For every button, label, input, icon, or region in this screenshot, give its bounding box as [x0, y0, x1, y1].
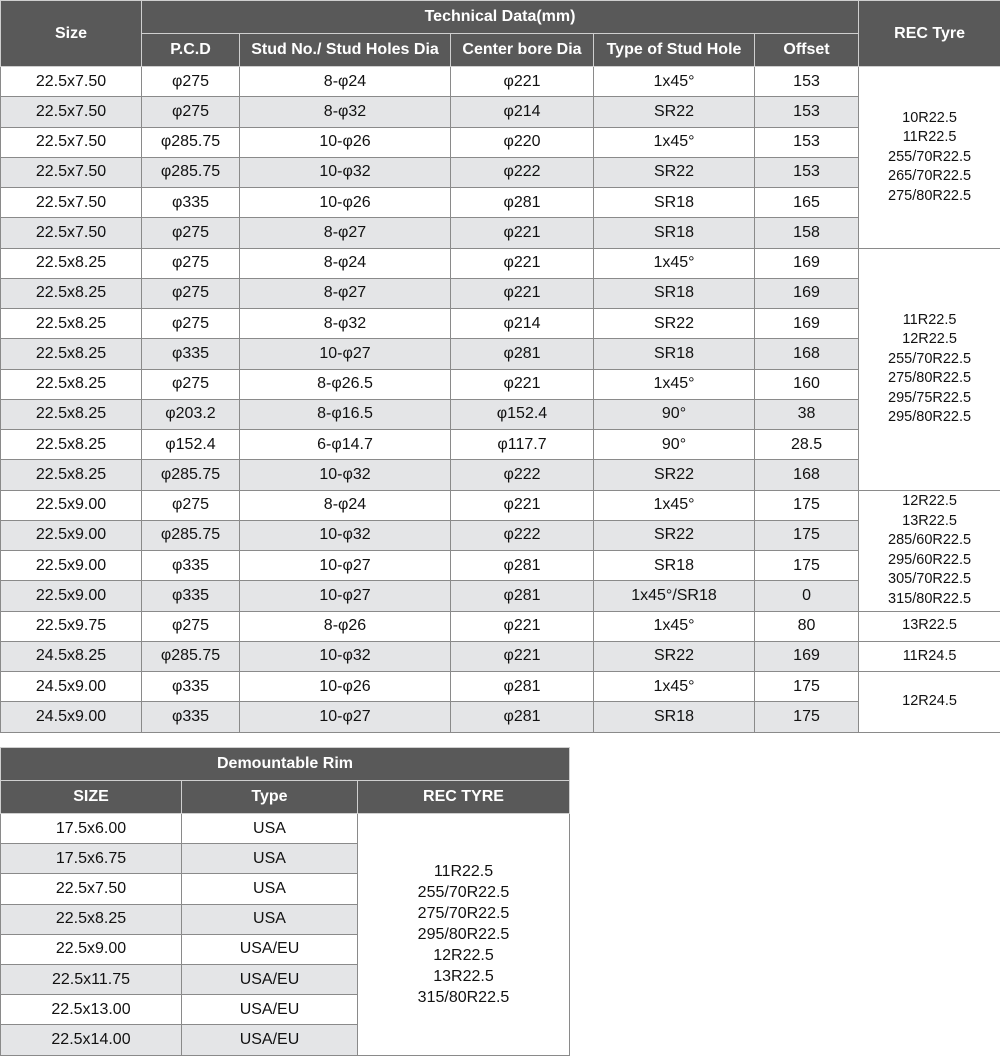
cell-offset: 168 [755, 339, 859, 369]
cell-stud: 8-φ32 [240, 97, 451, 127]
cell-size: 24.5x8.25 [1, 641, 142, 671]
cell-pcd: φ335 [142, 339, 240, 369]
offset-header: Offset [755, 34, 859, 67]
cell-offset: 153 [755, 97, 859, 127]
cell-stud: 8-φ24 [240, 67, 451, 97]
stud-type-header: Type of Stud Hole [594, 34, 755, 67]
cell-stud: 10-φ27 [240, 702, 451, 732]
cell-bore: φ281 [451, 672, 594, 702]
rim-cell-type: USA/EU [182, 964, 358, 994]
rec-tyre-item: 255/70R22.5 [417, 883, 510, 901]
cell-size: 22.5x9.75 [1, 611, 142, 641]
rec-tyre-cell [859, 611, 1000, 641]
cell-offset: 153 [755, 157, 859, 187]
cell-type: SR22 [594, 97, 755, 127]
rec-tyre-item: 285/60R22.5 [888, 532, 972, 548]
rec-tyre-cell [859, 641, 1000, 671]
rim-cell-size: 22.5x8.25 [1, 904, 182, 934]
cell-type: 1x45° [594, 248, 755, 278]
cell-size: 22.5x8.25 [1, 369, 142, 399]
cell-type: 1x45° [594, 369, 755, 399]
cell-pcd: φ275 [142, 218, 240, 248]
cell-type: SR18 [594, 188, 755, 218]
cell-pcd: φ275 [142, 248, 240, 278]
cell-size: 22.5x8.25 [1, 430, 142, 460]
rec-tyre-item: 275/80R22.5 [888, 370, 972, 386]
cell-bore: φ221 [451, 218, 594, 248]
rec-tyre-item: 11R22.5 [902, 129, 957, 145]
cell-stud: 8-φ24 [240, 490, 451, 520]
cell-type: SR18 [594, 339, 755, 369]
cell-size: 22.5x7.50 [1, 97, 142, 127]
table-row [1, 581, 1000, 611]
rim-cell-size: 22.5x11.75 [1, 964, 182, 994]
cell-pcd: φ285.75 [142, 127, 240, 157]
cell-pcd: φ335 [142, 188, 240, 218]
cell-pcd: φ335 [142, 581, 240, 611]
cell-type: 1x45° [594, 67, 755, 97]
cell-offset: 175 [755, 672, 859, 702]
cell-stud: 10-φ27 [240, 339, 451, 369]
cell-offset: 158 [755, 218, 859, 248]
cell-pcd: φ203.2 [142, 399, 240, 429]
cell-pcd: φ275 [142, 309, 240, 339]
stud-header: Stud No./ Stud Holes Dia [240, 34, 451, 67]
rim-cell-type: USA [182, 844, 358, 874]
rec-tyre-item: 12R22.5 [902, 331, 957, 347]
rec-tyre-item: 13R22.5 [902, 617, 957, 634]
cell-pcd: φ275 [142, 369, 240, 399]
cell-type: SR22 [594, 460, 755, 490]
table-row [1, 248, 1000, 278]
rim-cell-type: USA [182, 904, 358, 934]
cell-offset: 169 [755, 278, 859, 308]
table-row [1, 309, 1000, 339]
rec-tyre-item: 13R22.5 [902, 512, 957, 529]
cell-type: SR22 [594, 520, 755, 550]
size-header: Size [1, 1, 142, 67]
cell-size: 22.5x8.25 [1, 399, 142, 429]
table-row [1, 520, 1000, 550]
cell-stud: 10-φ27 [240, 551, 451, 581]
rim-cell-size: 22.5x7.50 [1, 874, 182, 904]
rec-tyre-item: 295/80R22.5 [417, 925, 510, 943]
table-row [1, 551, 1000, 581]
cell-type: 1x45°/SR18 [594, 581, 755, 611]
cell-type: 1x45° [594, 127, 755, 157]
cell-stud: 6-φ14.7 [240, 430, 451, 460]
cell-type: SR18 [594, 702, 755, 732]
table-row [1, 157, 1000, 187]
rec-tyre-item: 275/70R22.5 [417, 904, 510, 922]
rec-tyre-item: 315/80R22.5 [417, 988, 510, 1006]
cell-offset: 0 [755, 581, 859, 611]
cell-offset: 175 [755, 490, 859, 520]
rec-tyre-item: 11R24.5 [902, 647, 957, 664]
cell-pcd: φ285.75 [142, 520, 240, 550]
cell-type: 90° [594, 399, 755, 429]
cell-offset: 165 [755, 188, 859, 218]
rec-tyre-item: 295/75R22.5 [888, 389, 972, 406]
cell-offset: 175 [755, 702, 859, 732]
rec-tyre-cell [859, 672, 1000, 733]
table-row [1, 278, 1000, 308]
table-row [1, 672, 1000, 702]
cell-stud: 10-φ26 [240, 127, 451, 157]
cell-pcd: φ335 [142, 551, 240, 581]
cell-offset: 153 [755, 67, 859, 97]
cell-pcd: φ285.75 [142, 641, 240, 671]
cell-size: 22.5x9.00 [1, 581, 142, 611]
rec-tyre-item: 295/60R22.5 [888, 551, 972, 568]
cell-stud: 8-φ16.5 [240, 399, 451, 429]
cell-size: 22.5x8.25 [1, 309, 142, 339]
rec-tyre-item: 13R22.5 [433, 967, 494, 985]
cell-bore: φ152.4 [451, 399, 594, 429]
rec-tyre-item: 12R24.5 [902, 693, 957, 709]
cell-bore: φ281 [451, 581, 594, 611]
cell-size: 22.5x7.50 [1, 67, 142, 97]
cell-bore: φ117.7 [451, 430, 594, 460]
table-row [1, 127, 1000, 157]
cell-bore: φ221 [451, 278, 594, 308]
cell-size: 22.5x8.25 [1, 248, 142, 278]
rim-rec-tyre-header: REC TYRE [358, 781, 570, 814]
rec-tyre-item: 11R22.5 [902, 311, 957, 328]
cell-pcd: φ152.4 [142, 430, 240, 460]
table-row [1, 369, 1000, 399]
rim-cell-size: 17.5x6.75 [1, 844, 182, 874]
cell-type: SR22 [594, 309, 755, 339]
cell-stud: 10-φ32 [240, 520, 451, 550]
cell-offset: 169 [755, 309, 859, 339]
cell-stud: 10-φ32 [240, 641, 451, 671]
rim-cell-type: USA/EU [182, 934, 358, 964]
cell-pcd: φ275 [142, 278, 240, 308]
table-row [1, 218, 1000, 248]
cell-offset: 168 [755, 460, 859, 490]
cell-size: 22.5x9.00 [1, 551, 142, 581]
cell-type: 1x45° [594, 611, 755, 641]
cell-stud: 10-φ32 [240, 157, 451, 187]
rim-cell-type: USA [182, 874, 358, 904]
rec-tyre-item: 265/70R22.5 [888, 168, 972, 184]
rim-cell-type: USA/EU [182, 995, 358, 1025]
cell-size: 22.5x8.25 [1, 339, 142, 369]
cell-offset: 175 [755, 520, 859, 550]
cell-stud: 8-φ24 [240, 248, 451, 278]
rim-cell-size: 17.5x6.00 [1, 814, 182, 844]
cell-bore: φ221 [451, 248, 594, 278]
cell-type: 90° [594, 430, 755, 460]
cell-bore: φ214 [451, 97, 594, 127]
cell-size: 22.5x9.00 [1, 520, 142, 550]
rec-tyre-cell [859, 490, 1000, 611]
cell-type: 1x45° [594, 672, 755, 702]
table-row [1, 399, 1000, 429]
cell-bore: φ281 [451, 339, 594, 369]
cell-pcd: φ335 [142, 702, 240, 732]
cell-stud: 8-φ32 [240, 309, 451, 339]
cell-bore: φ220 [451, 127, 594, 157]
table-row [1, 702, 1000, 732]
cell-pcd: φ275 [142, 611, 240, 641]
cell-bore: φ221 [451, 641, 594, 671]
demountable-rim-body [1, 814, 570, 1056]
cell-offset: 169 [755, 248, 859, 278]
cell-bore: φ222 [451, 157, 594, 187]
cell-type: SR18 [594, 278, 755, 308]
rec-tyre-header: REC Tyre [859, 1, 1000, 67]
cell-size: 22.5x8.25 [1, 278, 142, 308]
rim-cell-type: USA [182, 814, 358, 844]
cell-stud: 10-φ26 [240, 188, 451, 218]
rec-tyre-item: 11R22.5 [433, 862, 494, 880]
cell-stud: 8-φ27 [240, 278, 451, 308]
rim-cell-size: 22.5x14.00 [1, 1025, 182, 1055]
cell-offset: 153 [755, 127, 859, 157]
cell-offset: 38 [755, 399, 859, 429]
cell-type: SR22 [594, 157, 755, 187]
cell-bore: φ281 [451, 188, 594, 218]
rec-tyre-item: 12R22.5 [902, 493, 957, 509]
cell-stud: 8-φ26.5 [240, 369, 451, 399]
table-row [1, 814, 570, 844]
cell-pcd: φ335 [142, 672, 240, 702]
cell-size: 22.5x8.25 [1, 460, 142, 490]
cell-offset: 169 [755, 641, 859, 671]
table-row [1, 67, 1000, 97]
rec-tyre-item: 12R22.5 [433, 946, 494, 964]
cell-size: 22.5x7.50 [1, 188, 142, 218]
table-row [1, 339, 1000, 369]
table-row [1, 188, 1000, 218]
technical-data-header: Technical Data(mm) [142, 1, 859, 34]
cell-stud: 8-φ26 [240, 611, 451, 641]
cell-bore: φ221 [451, 490, 594, 520]
rim-rec-tyre-cell [358, 814, 570, 1056]
cell-offset: 28.5 [755, 430, 859, 460]
table-row [1, 97, 1000, 127]
rim-type-header: Type [182, 781, 358, 814]
rec-tyre-item: 305/70R22.5 [888, 571, 972, 587]
cell-stud: 10-φ32 [240, 460, 451, 490]
rec-tyre-item: 295/80R22.5 [888, 409, 972, 425]
cell-bore: φ222 [451, 460, 594, 490]
center-bore-header: Center bore Dia [451, 34, 594, 67]
table-row [1, 430, 1000, 460]
cell-bore: φ221 [451, 369, 594, 399]
cell-bore: φ214 [451, 309, 594, 339]
cell-size: 24.5x9.00 [1, 672, 142, 702]
cell-type: 1x45° [594, 490, 755, 520]
rim-cell-size: 22.5x13.00 [1, 995, 182, 1025]
rec-tyre-item: 255/70R22.5 [888, 148, 972, 165]
cell-stud: 10-φ27 [240, 581, 451, 611]
cell-offset: 80 [755, 611, 859, 641]
cell-bore: φ221 [451, 67, 594, 97]
technical-data-body [1, 67, 1000, 733]
table-row [1, 611, 1000, 641]
cell-offset: 175 [755, 551, 859, 581]
cell-pcd: φ275 [142, 490, 240, 520]
cell-size: 22.5x7.50 [1, 127, 142, 157]
rec-tyre-cell [859, 248, 1000, 490]
cell-type: SR22 [594, 641, 755, 671]
table-row [1, 460, 1000, 490]
cell-size: 22.5x9.00 [1, 490, 142, 520]
cell-bore: φ221 [451, 611, 594, 641]
cell-pcd: φ275 [142, 97, 240, 127]
cell-size: 22.5x7.50 [1, 157, 142, 187]
pcd-header: P.C.D [142, 34, 240, 67]
rim-size-header: SIZE [1, 781, 182, 814]
rec-tyre-item: 275/80R22.5 [888, 187, 972, 204]
rim-cell-type: USA/EU [182, 1025, 358, 1055]
cell-pcd: φ275 [142, 67, 240, 97]
cell-stud: 8-φ27 [240, 218, 451, 248]
rec-tyre-item: 315/80R22.5 [888, 590, 972, 607]
rec-tyre-cell [859, 67, 1000, 249]
table-row [1, 490, 1000, 520]
cell-bore: φ281 [451, 702, 594, 732]
cell-bore: φ281 [451, 551, 594, 581]
cell-type: SR18 [594, 218, 755, 248]
rim-cell-size: 22.5x9.00 [1, 934, 182, 964]
cell-pcd: φ285.75 [142, 460, 240, 490]
cell-bore: φ222 [451, 520, 594, 550]
cell-size: 24.5x9.00 [1, 702, 142, 732]
rec-tyre-item: 255/70R22.5 [888, 350, 972, 367]
cell-size: 22.5x7.50 [1, 218, 142, 248]
cell-offset: 160 [755, 369, 859, 399]
cell-type: SR18 [594, 551, 755, 581]
demountable-rim-table [0, 747, 570, 1056]
demountable-rim-title: Demountable Rim [1, 748, 570, 781]
rec-tyre-item: 10R22.5 [902, 109, 957, 126]
cell-pcd: φ285.75 [142, 157, 240, 187]
cell-stud: 10-φ26 [240, 672, 451, 702]
table-row [1, 641, 1000, 671]
